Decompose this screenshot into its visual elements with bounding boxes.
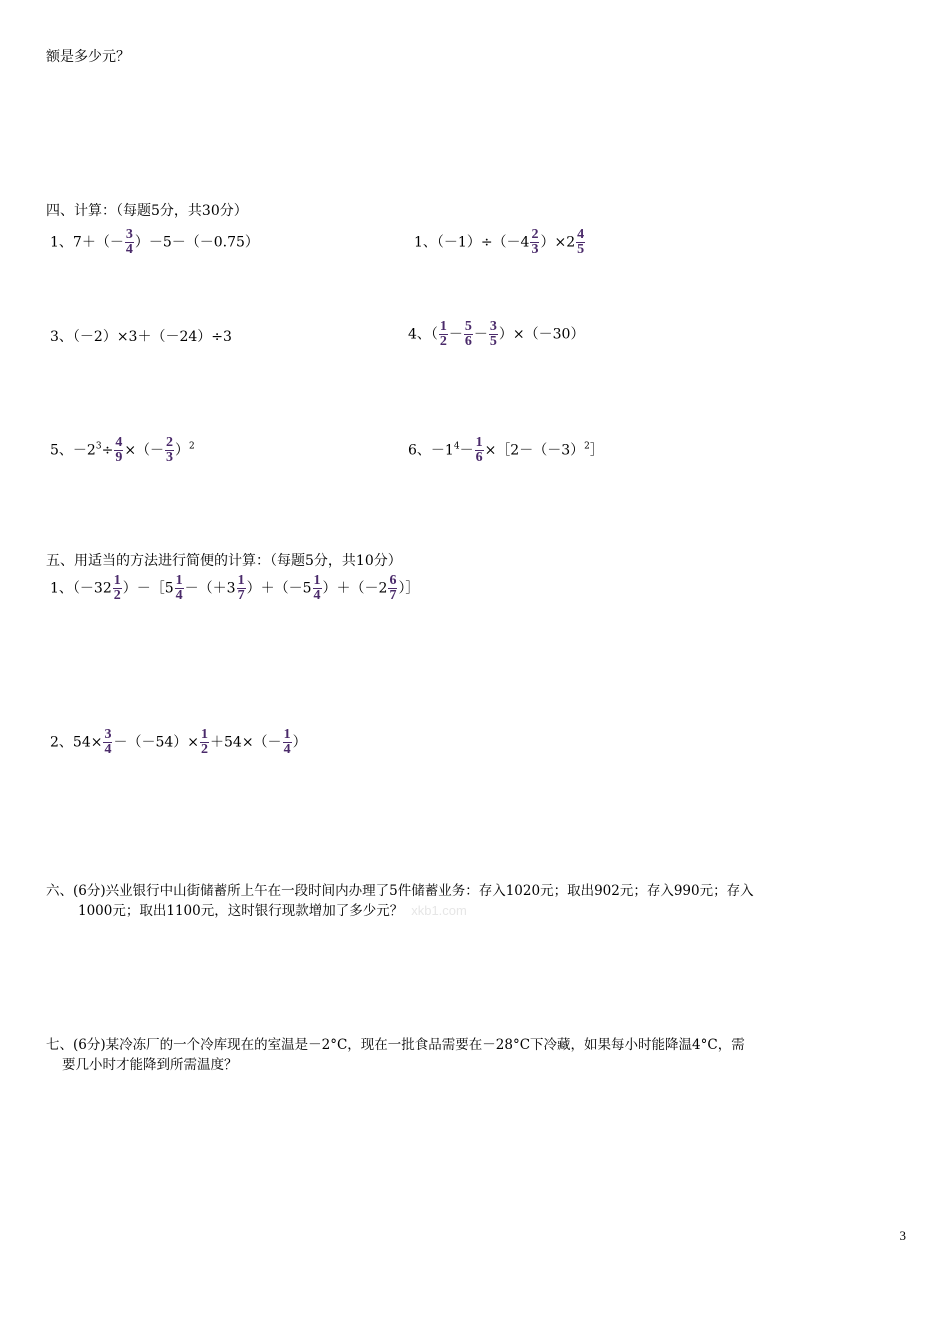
watermark-text: xkb1.com <box>411 903 467 918</box>
section4-q2: 1、（－1）÷（－4 $\frac{2}{3}$ ）×2 $\frac{4}{5}$ <box>414 227 585 257</box>
section4-title: 四、计算：（每题5分，共30分） <box>46 203 248 219</box>
fraction: $\frac{1}{4}$ <box>175 573 183 603</box>
section7-line1: 七、(6分)某冷冻厂的一个冷库现在的室温是－2°C，现在一批食品需要在－28°C下冷藏，如果每小时能降温4°C，需 <box>46 1037 745 1053</box>
fraction: $\frac{1}{4}$ <box>283 727 291 757</box>
carryover-text: 额是多少元？ <box>46 49 130 65</box>
section4-q3: 3、（－2）×3＋（－24）÷3 <box>50 329 232 345</box>
section4-q5: 5、$-2^3\div$ $\frac{4}{9}$ ×（－ $\frac{2}{3}$ ）$^2$ <box>50 435 195 465</box>
fraction: $\frac{5}{6}$ <box>464 319 472 349</box>
fraction: $\frac{1}{6}$ <box>475 435 483 465</box>
fraction: $\frac{4}{9}$ <box>115 435 123 465</box>
fraction: $\frac{2}{3}$ <box>166 435 174 465</box>
fraction: $\frac{3}{4}$ <box>125 227 133 257</box>
section5-q2: 2、54× $\frac{3}{4}$ －（－54）× $\frac{1}{2}$ ＋54×（－ $\frac{1}{4}$ ） <box>50 727 307 757</box>
page-number: 3 <box>899 1228 906 1243</box>
fraction: $\frac{1}{2}$ <box>439 319 447 349</box>
section4-q6: 6、$-1^4-$ $\frac{1}{6}$ $\times[2-(-3)^2]$ <box>408 435 604 465</box>
fraction: $\frac{1}{2}$ <box>113 573 121 603</box>
section6-line2: 1000元；取出1100元，这时银行现款增加了多少元？ xkb1.com <box>78 903 467 919</box>
fraction: $\frac{4}{5}$ <box>577 227 585 257</box>
section4-q1: 1、7＋（－ $\frac{3}{4}$ ）－5－（－0.75） <box>50 227 259 257</box>
section5-title: 五、用适当的方法进行简便的计算：（每题5分，共10分） <box>46 553 402 569</box>
fraction: $\frac{1}{2}$ <box>201 727 209 757</box>
section7-line2: 要几小时才能降到所需温度？ <box>62 1057 238 1073</box>
fraction: $\frac{3}{4}$ <box>104 727 112 757</box>
section6-line1: 六、(6分)兴业银行中山街储蓄所上午在一段时间内办理了5件储蓄业务：存入1020元；取出902元；存入990元；存入 <box>46 883 754 899</box>
section5-q1: 1、（－32 $\frac{1}{2}$ ）－［5 $\frac{1}{4}$ －（＋3 $\frac{1}{7}$ ）＋（－5 $\frac{1}{4}$ ）＋（－2 $\frac{6}{7}$ ）］ <box>50 573 420 603</box>
fraction: $\frac{3}{5}$ <box>489 319 497 349</box>
fraction: $\frac{6}{7}$ <box>389 573 397 603</box>
fraction: $\frac{2}{3}$ <box>531 227 539 257</box>
fraction: $\frac{1}{4}$ <box>313 573 321 603</box>
fraction: $\frac{1}{7}$ <box>237 573 245 603</box>
section4-q4: 4、（ $\frac{1}{2}$ － $\frac{5}{6}$ － $\frac{3}{5}$ ）×（－30） <box>408 319 585 349</box>
